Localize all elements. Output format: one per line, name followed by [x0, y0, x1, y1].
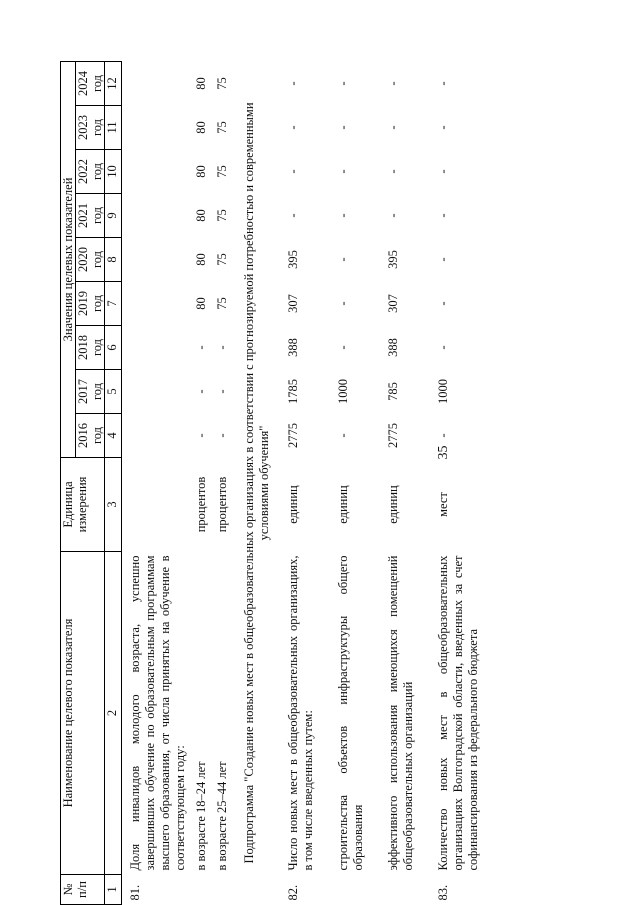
- value-cell: -: [436, 433, 450, 438]
- value-cell: 1785: [286, 379, 300, 404]
- header-year: 2021 год: [76, 194, 105, 238]
- table-row-81a: [188, 62, 209, 905]
- value-cell: 80: [194, 77, 208, 90]
- value-cell: 75: [215, 165, 229, 178]
- value-cell: 75: [215, 253, 229, 266]
- page-number: 35: [436, 445, 451, 460]
- column-number: 10: [105, 150, 122, 194]
- column-number: 7: [105, 282, 122, 326]
- subprogram-row: [230, 62, 280, 905]
- indicator-name: в возрасте 25–44 лет: [215, 761, 229, 871]
- header-year: 2023 год: [76, 106, 105, 150]
- table-row-82: [280, 62, 316, 905]
- value-cell: -: [386, 213, 400, 218]
- unit-cell: процентов: [194, 476, 208, 533]
- value-cell: -: [436, 257, 450, 262]
- table-row-83: [416, 62, 481, 905]
- value-cell: 80: [194, 209, 208, 222]
- row-number: 81.: [128, 884, 142, 901]
- header-year: 2020 год: [76, 238, 105, 282]
- column-number: 3: [105, 458, 122, 552]
- table-row-82a: [316, 62, 366, 905]
- unit-cell: процентов: [215, 476, 229, 533]
- value-cell: 395: [286, 250, 300, 269]
- value-cell: -: [436, 81, 450, 86]
- value-cell: 2775: [286, 423, 300, 448]
- column-number: 1: [105, 875, 122, 905]
- value-cell: -: [286, 125, 300, 130]
- value-cell: 80: [194, 253, 208, 266]
- row-number: [188, 875, 209, 905]
- value-cell: -: [336, 257, 350, 262]
- value-cell: -: [286, 213, 300, 218]
- value-cell: 388: [286, 338, 300, 357]
- row-number: [316, 875, 366, 905]
- value-cell: -: [336, 213, 350, 218]
- row-number: [209, 875, 230, 905]
- column-numbers-row: [105, 62, 122, 905]
- value-cell: -: [336, 301, 350, 306]
- value-cell: -: [336, 81, 350, 86]
- value-cell: 80: [194, 165, 208, 178]
- value-cell: 75: [215, 297, 229, 310]
- value-cell: 80: [194, 297, 208, 310]
- table-row-82b: [366, 62, 416, 905]
- value-cell: -: [194, 433, 208, 438]
- column-number: 2: [105, 552, 122, 875]
- value-cell: -: [386, 125, 400, 130]
- header-name: Наименование целевого показателя: [61, 552, 105, 875]
- value-cell: 388: [386, 338, 400, 357]
- value-cell: 307: [286, 294, 300, 313]
- value-cell: -: [436, 169, 450, 174]
- header-unit: Единица измерения: [61, 458, 105, 552]
- value-cell: -: [436, 345, 450, 350]
- value-cell: 75: [215, 121, 229, 134]
- row-number: 82.: [286, 884, 300, 901]
- header-year: 2019 год: [76, 282, 105, 326]
- column-number: 9: [105, 194, 122, 238]
- indicator-name: строительства объектов инфраструктуры общего образования: [336, 555, 365, 871]
- value-cell: -: [215, 345, 229, 350]
- header-no: № п/п: [61, 875, 105, 905]
- value-cell: -: [286, 81, 300, 86]
- value-cell: -: [336, 125, 350, 130]
- value-cell: 1000: [336, 379, 350, 404]
- indicators-table: [60, 61, 481, 905]
- column-number: 5: [105, 370, 122, 414]
- header-year: 2024 год: [76, 62, 105, 106]
- column-number: 12: [105, 62, 122, 106]
- value-cell: -: [436, 125, 450, 130]
- header-values-group: Значения целевых показателей: [61, 62, 76, 458]
- value-cell: -: [194, 345, 208, 350]
- value-cell: -: [436, 301, 450, 306]
- unit-cell: мест: [436, 492, 450, 517]
- value-cell: 395: [386, 250, 400, 269]
- table-row-81b: [209, 62, 230, 905]
- subprogram-title: Подпрограмма "Создание новых мест в общеобразовательных организациях в соответствии с прогнозируемой потребностью и современными условиями обучения": [242, 102, 271, 864]
- indicator-name: Доля инвалидов молодого возраста, успешно завершивших обучение по образовательным программам высшего образования, от числа принятых на обучение в соответствующем году:: [128, 555, 187, 871]
- column-number: 8: [105, 238, 122, 282]
- indicator-name: эффективного использования имеющихся помещений общеобразовательных организаций: [386, 555, 415, 871]
- value-cell: -: [215, 389, 229, 394]
- header-year: 2018 год: [76, 326, 105, 370]
- indicator-name: в возрасте 18–24 лет: [194, 761, 208, 871]
- value-cell: -: [215, 433, 229, 438]
- value-cell: -: [194, 389, 208, 394]
- header-year: 2017 год: [76, 370, 105, 414]
- value-cell: 75: [215, 209, 229, 222]
- value-cell: 1000: [436, 379, 450, 404]
- indicator-name: Число новых мест в общеобразовательных организациях, в том числе введенных путем:: [286, 555, 315, 871]
- column-number: 11: [105, 106, 122, 150]
- value-cell: 307: [386, 294, 400, 313]
- row-number: [366, 875, 416, 905]
- table-row-81: [122, 62, 189, 905]
- value-cell: -: [436, 213, 450, 218]
- value-cell: -: [386, 81, 400, 86]
- column-number: 4: [105, 414, 122, 458]
- unit-cell: единиц: [336, 485, 350, 524]
- indicator-name: Количество новых мест в общеобразовательных организациях Волгоградской области, введенных за счет софинансирования из федерального бюджета: [436, 555, 480, 871]
- value-cell: 785: [386, 382, 400, 401]
- header-year: 2016 год: [76, 414, 105, 458]
- value-cell: 2775: [386, 423, 400, 448]
- row-number: 83.: [436, 884, 450, 901]
- value-cell: -: [336, 433, 350, 438]
- value-cell: -: [336, 345, 350, 350]
- column-number: 6: [105, 326, 122, 370]
- value-cell: 75: [215, 77, 229, 90]
- unit-cell: единиц: [386, 485, 400, 524]
- value-cell: 80: [194, 121, 208, 134]
- value-cell: -: [286, 169, 300, 174]
- unit-cell: единиц: [286, 485, 300, 524]
- header-year: 2022 год: [76, 150, 105, 194]
- value-cell: -: [336, 169, 350, 174]
- value-cell: -: [386, 169, 400, 174]
